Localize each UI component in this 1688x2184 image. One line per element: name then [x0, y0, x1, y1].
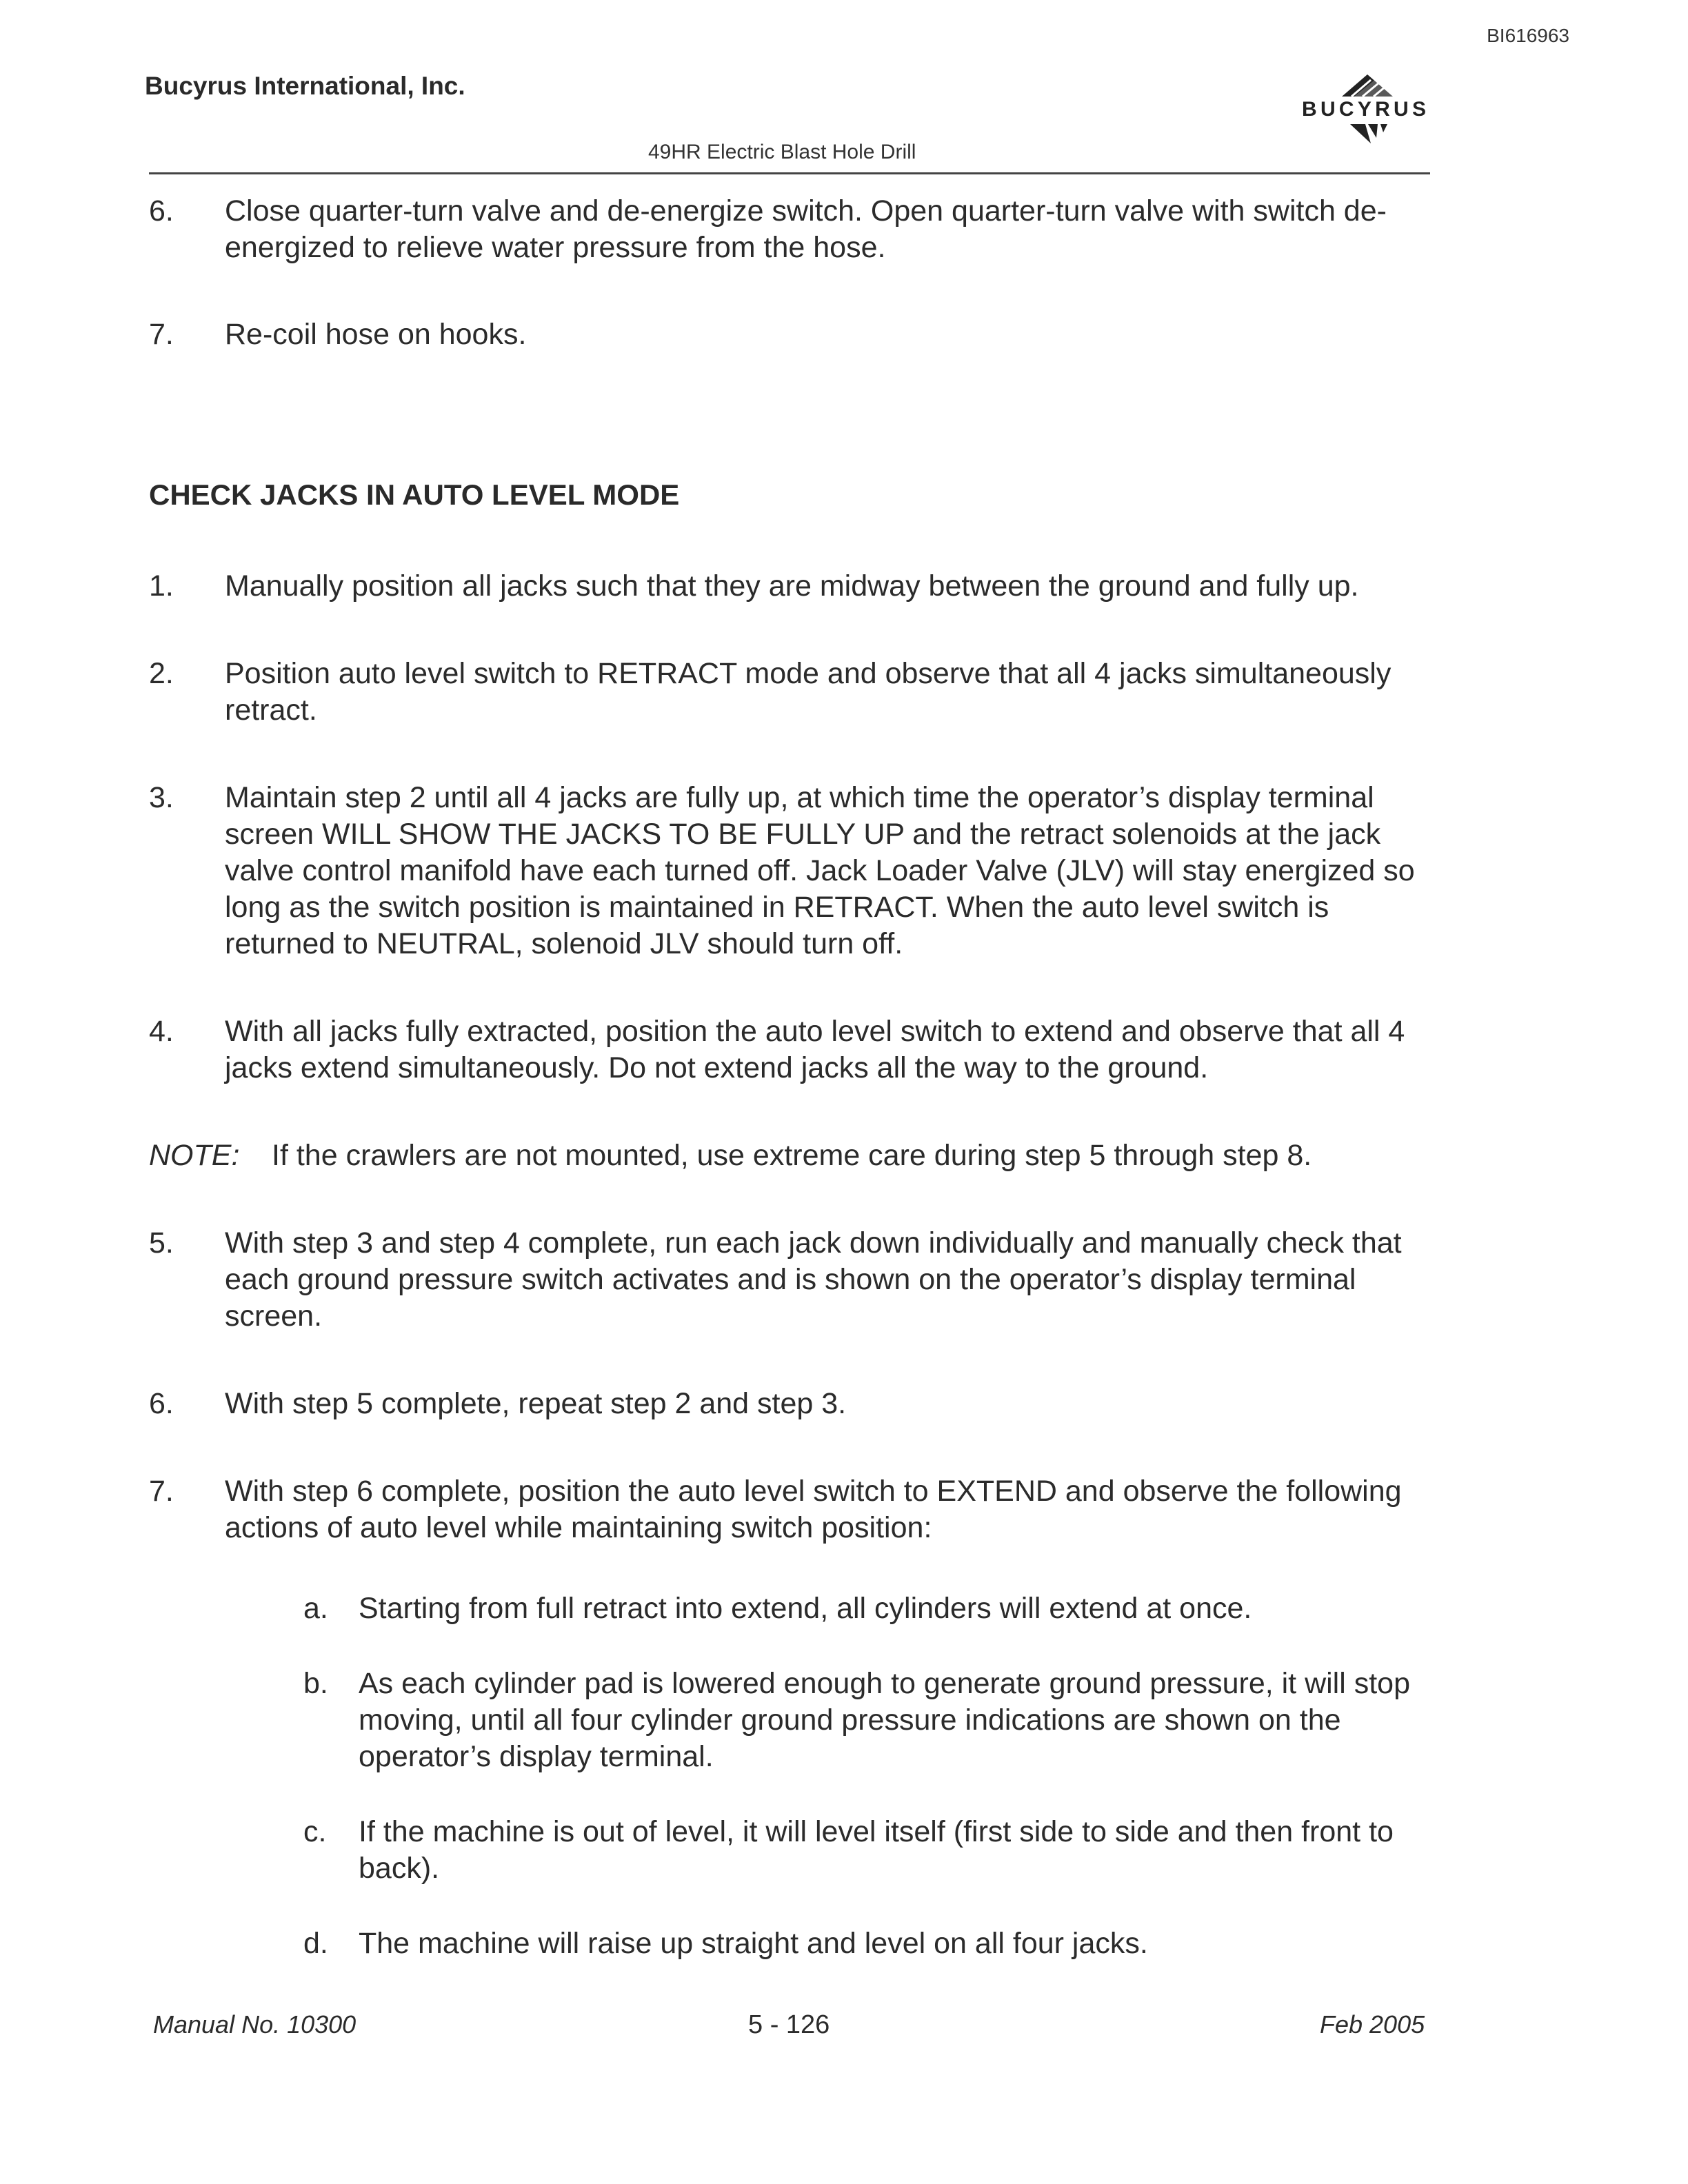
step-text: With step 3 and step 4 complete, run each jack down individually and manually check that each ground pressure switch activates and is shown on the operator’s display terminal screen. — [225, 1226, 1402, 1333]
list-item — [149, 1386, 1438, 1422]
step-number: 1. — [149, 569, 174, 603]
step-number: 7. — [149, 318, 174, 351]
document-id: BI616963 — [1487, 25, 1569, 46]
step-number: 3. — [149, 781, 174, 814]
substep-text: If the machine is out of level, it will level itself (first side to side and then front to back). — [359, 1815, 1394, 1885]
header-divider — [149, 172, 1430, 174]
list-item — [149, 1013, 1438, 1086]
substep-letter: c. — [303, 1815, 327, 1848]
substep-text: The machine will raise up straight and level on all four jacks. — [359, 1927, 1148, 1960]
footer-manual-number: Manual No. 10300 — [153, 2010, 356, 2039]
document-subtitle: 49HR Electric Blast Hole Drill — [648, 141, 916, 163]
list-item — [149, 193, 1438, 266]
page-body — [149, 193, 1438, 1962]
substep-text: As each cylinder pad is lowered enough to generate ground pressure, it will stop moving, until all four cylinder ground pressure indications are shown on the operator’s display terminal. — [359, 1667, 1411, 1773]
footer-date: Feb 2005 — [1320, 2010, 1425, 2039]
sub-list-item — [303, 1666, 1438, 1775]
step-number: 4. — [149, 1015, 174, 1048]
substep-letter: b. — [303, 1667, 328, 1700]
step-number: 6. — [149, 1387, 174, 1420]
step-text: With step 6 complete, position the auto level switch to EXTEND and observe the following actions of auto level while maintaining switch position: — [225, 1475, 1402, 1544]
step-number: 6. — [149, 194, 174, 228]
substep-letter: d. — [303, 1927, 328, 1960]
step-text: Re-coil hose on hooks. — [225, 318, 527, 351]
list-item — [149, 656, 1438, 729]
list-item — [149, 1225, 1438, 1335]
note-text: If the crawlers are not mounted, use extreme care during step 5 through step 8. — [272, 1139, 1312, 1172]
list-item — [149, 780, 1438, 962]
bucyrus-logo — [1302, 69, 1433, 152]
note — [149, 1138, 1438, 1174]
step-number: 5. — [149, 1226, 174, 1260]
substep-letter: a. — [303, 1592, 328, 1625]
sub-list-item — [303, 1590, 1438, 1627]
company-name: Bucyrus International, Inc. — [145, 72, 465, 100]
list-item — [149, 1473, 1438, 1546]
step-number: 7. — [149, 1475, 174, 1508]
step-text: With all jacks fully extracted, position the auto level switch to extend and observe that all 4 jacks extend simultaneously. Do not extend jacks all the way to the ground. — [225, 1015, 1405, 1084]
list-item — [149, 568, 1438, 605]
sub-list-item — [303, 1925, 1438, 1962]
list-item — [149, 316, 1438, 353]
step-number: 2. — [149, 657, 174, 690]
section-heading: CHECK JACKS IN AUTO LEVEL MODE — [149, 478, 680, 511]
svg-text:BUCYRUS: BUCYRUS — [1302, 98, 1426, 121]
step-text: Position auto level switch to RETRACT mode and observe that all 4 jacks simultaneously retract. — [225, 657, 1391, 727]
step-text: With step 5 complete, repeat step 2 and step 3. — [225, 1387, 847, 1420]
sub-list-item — [303, 1814, 1438, 1887]
step-text: Close quarter-turn valve and de-energize switch. Open quarter-turn valve with switch de-energized to relieve water pressure from the hose. — [225, 194, 1387, 264]
step-text: Maintain step 2 until all 4 jacks are fully up, at which time the operator’s display terminal screen WILL SHOW THE JACKS TO BE FULLY UP and the retract solenoids at the jack valve control manifold have each turned off. Jack Loader Valve (JLV) will stay energized so long as the switch position is maintained in RETRACT. When the auto level switch is returned to NEUTRAL, solenoid JLV should turn off. — [225, 781, 1415, 960]
note-label: NOTE: — [149, 1139, 240, 1172]
step-text: Manually position all jacks such that they are midway between the ground and fully up. — [225, 569, 1359, 603]
footer-page-number: 5 - 126 — [748, 2010, 830, 2039]
substep-text: Starting from full retract into extend, all cylinders will extend at once. — [359, 1592, 1252, 1625]
